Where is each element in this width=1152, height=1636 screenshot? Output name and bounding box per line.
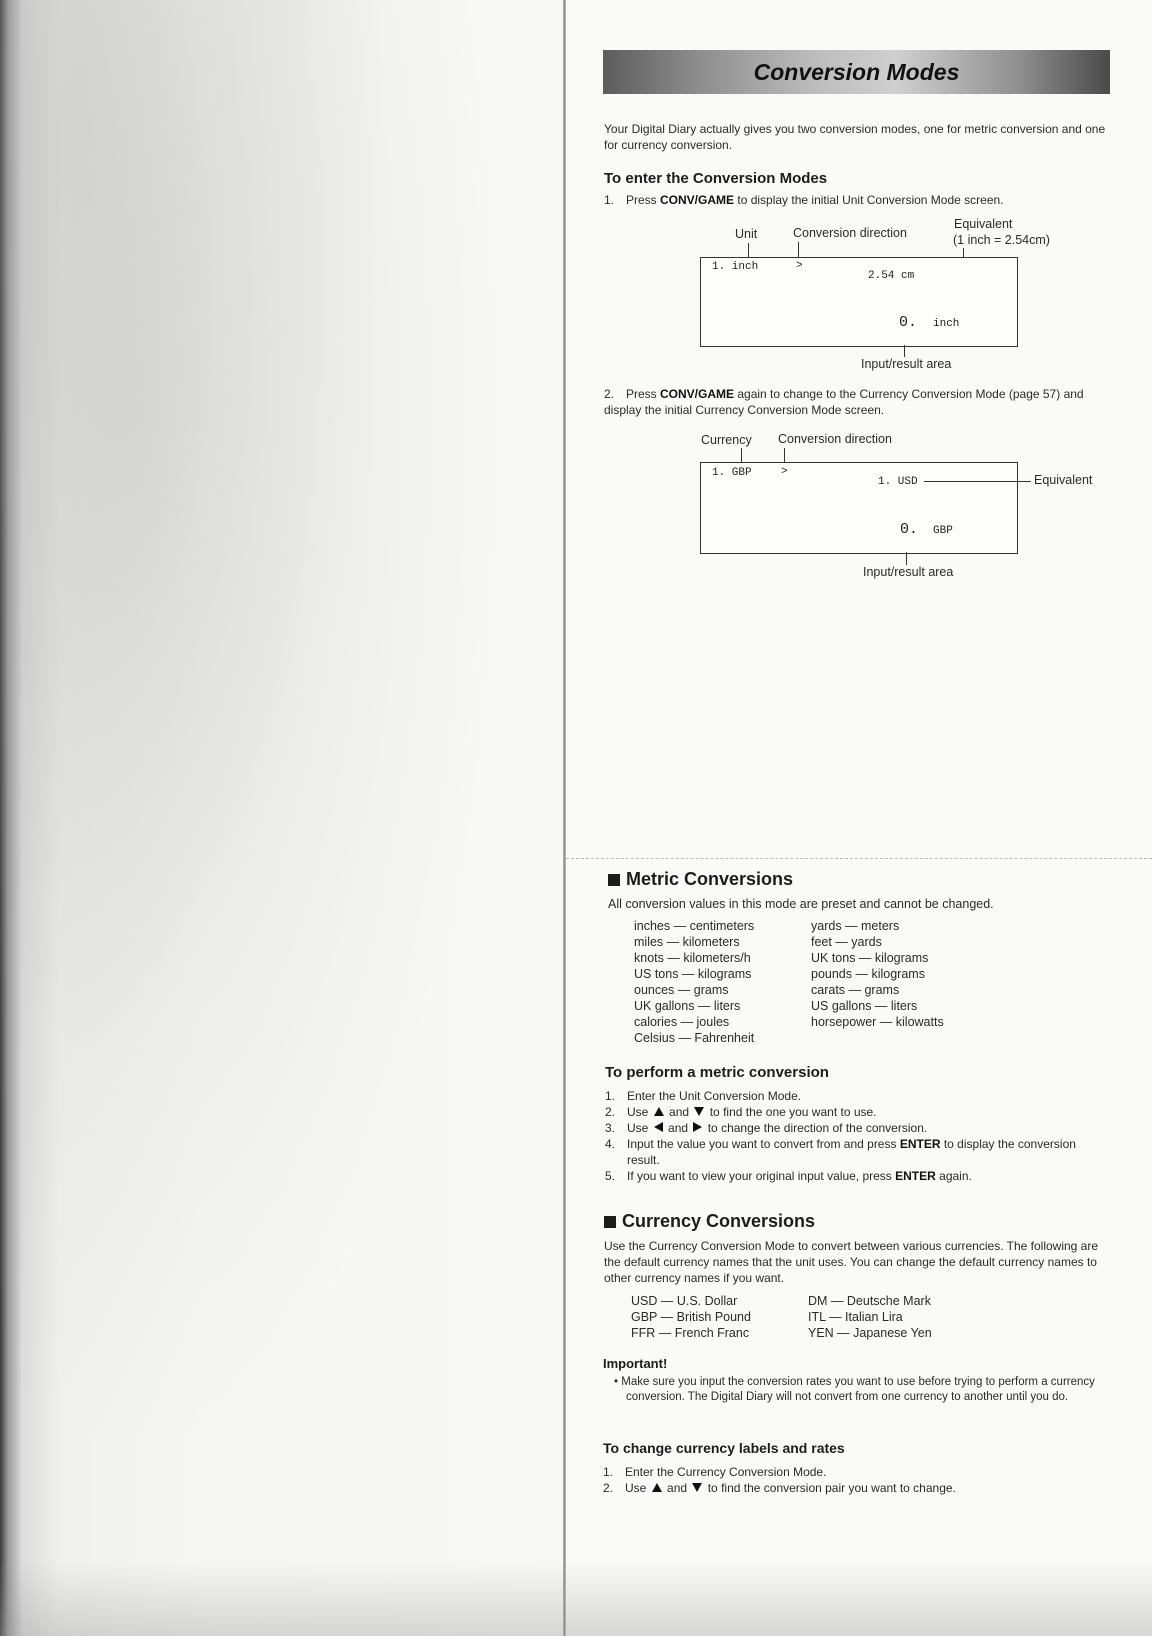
- lcd-currency-input: 0.: [900, 521, 919, 538]
- list-item: 1. Enter the Currency Conversion Mode.: [603, 1465, 827, 1479]
- bullet-icon: •: [614, 1376, 622, 1388]
- up-arrow-icon: [652, 1483, 662, 1492]
- perform-heading: To perform a metric conversion: [605, 1064, 829, 1081]
- currency-text: Use the Currency Conversion Mode to convert between various currencies. The following are the default currency names that the unit uses. You can change the default currency names to other currency names if you want.: [604, 1239, 1099, 1285]
- important-heading: Important!: [603, 1356, 668, 1371]
- scan-edge: [0, 1560, 1152, 1636]
- list-item: feet — yards: [811, 935, 882, 949]
- down-arrow-icon: [694, 1107, 704, 1116]
- perform-steps: [605, 1088, 1110, 1184]
- list-item: 1. Enter the Unit Conversion Mode.: [605, 1089, 802, 1103]
- list-item: 4. Input the value you want to convert from and press ENTER to display the conversion result.: [605, 1137, 1076, 1167]
- list-item: knots — kilometers/h: [634, 951, 751, 965]
- metric-list-col2: [811, 918, 944, 1030]
- list-item: ounces — grams: [634, 983, 729, 997]
- list-item: GBP — British Pound: [631, 1310, 751, 1324]
- lcd-currency-value: 1. USD: [878, 476, 918, 488]
- label-equivalent-note: (1 inch = 2.54cm): [953, 233, 1050, 247]
- leader-currency-direction: [784, 448, 785, 463]
- enter-step-2: 2. Press CONV/GAME again to change to the Currency Conversion Mode (page 57) and display the initial Currency Conversion Mode screen.: [604, 387, 1084, 417]
- list-item: UK tons — kilograms: [811, 951, 929, 965]
- currency-heading: Currency Conversions: [604, 1211, 815, 1232]
- down-arrow-icon: [692, 1483, 702, 1492]
- page-divider: [566, 858, 1152, 859]
- label-unit: Unit: [735, 227, 758, 241]
- list-item: 5. If you want to view your original input value, press ENTER again.: [605, 1169, 972, 1183]
- list-item: US tons — kilograms: [634, 967, 752, 981]
- leader-currency: [741, 448, 742, 463]
- leader-currency-equivalent: [924, 481, 1031, 482]
- left-arrow-icon: [654, 1122, 663, 1132]
- important-text: • Make sure you input the conversion rates you want to use before trying to perform a currency conversion. The Digital Diary will not convert from one currency to another until you do.: [614, 1376, 1095, 1403]
- currency-list-col1: [631, 1293, 751, 1341]
- list-item: US gallons — liters: [811, 999, 918, 1013]
- label-currency-input-result: Input/result area: [863, 565, 954, 579]
- up-arrow-icon: [654, 1107, 664, 1116]
- lcd-unit-line: 1. inch: [712, 261, 759, 273]
- lcd-input-value: 0.: [899, 314, 918, 331]
- list-item: yards — meters: [811, 919, 900, 933]
- leader-input: [904, 345, 905, 357]
- intro-text: Your Digital Diary actually gives you two conversion modes, one for metric conversion and one for currency conversion.: [604, 122, 1106, 152]
- currency-list-col2: [808, 1293, 932, 1341]
- list-item: YEN — Japanese Yen: [808, 1326, 932, 1340]
- label-conversion-direction: Conversion direction: [793, 226, 907, 240]
- lcd-input-unit: inch: [933, 318, 960, 330]
- list-item: inches — centimeters: [634, 919, 755, 933]
- label-currency: Currency: [701, 433, 752, 447]
- title-banner: [603, 50, 1110, 94]
- lcd-currency-arrow: >: [781, 466, 788, 478]
- list-item: 2. Use and to find the one you want to use.: [605, 1105, 877, 1119]
- right-arrow-icon: [693, 1122, 702, 1132]
- list-item: DM — Deutsche Mark: [808, 1294, 931, 1308]
- list-item: ITL — Italian Lira: [808, 1310, 903, 1324]
- section-bullet-icon: [608, 874, 620, 886]
- label-input-result: Input/result area: [861, 357, 952, 371]
- change-heading: To change currency labels and rates: [603, 1440, 845, 1456]
- list-item: Celsius — Fahrenheit: [634, 1031, 755, 1045]
- list-item: USD — U.S. Dollar: [631, 1294, 738, 1308]
- enter-modes-heading: To enter the Conversion Modes: [604, 170, 828, 187]
- list-item: pounds — kilograms: [811, 967, 925, 981]
- enter-step-1: 1. Press CONV/GAME to display the initial Unit Conversion Mode screen.: [604, 193, 1004, 207]
- currency-lcd-screen: [700, 462, 1018, 554]
- list-item: UK gallons — liters: [634, 999, 741, 1013]
- list-item: FFR — French Franc: [631, 1326, 750, 1340]
- list-item: horsepower — kilowatts: [811, 1015, 944, 1029]
- section-bullet-icon: [604, 1216, 616, 1228]
- page-title: Conversion Modes: [753, 59, 960, 85]
- lcd-currency-line: 1. GBP: [712, 467, 752, 479]
- metric-note: All conversion values in this mode are preset and cannot be changed.: [608, 897, 994, 911]
- change-steps: [603, 1464, 1109, 1496]
- unit-lcd-screen: [700, 257, 1018, 347]
- list-item: carats — grams: [811, 983, 900, 997]
- label-currency-equivalent: Equivalent: [1034, 473, 1093, 487]
- lcd-equivalent-value: 2.54 cm: [868, 270, 915, 282]
- metric-heading: Metric Conversions: [608, 869, 793, 890]
- lcd-direction-arrow: >: [796, 260, 803, 272]
- lcd-currency-input-unit: GBP: [933, 525, 953, 537]
- list-item: calories — joules: [634, 1015, 730, 1029]
- label-equivalent: Equivalent: [954, 217, 1013, 231]
- label-currency-direction: Conversion direction: [778, 432, 892, 446]
- metric-list-col1: [634, 918, 754, 1046]
- blank-left-page: [0, 0, 565, 1636]
- page-fold: [563, 0, 566, 1636]
- list-item: 2. Use and to find the conversion pair you want to change.: [603, 1481, 956, 1495]
- leader-currency-input: [906, 552, 907, 565]
- list-item: miles — kilometers: [634, 935, 740, 949]
- list-item: 3. Use and to change the direction of the conversion.: [605, 1121, 928, 1135]
